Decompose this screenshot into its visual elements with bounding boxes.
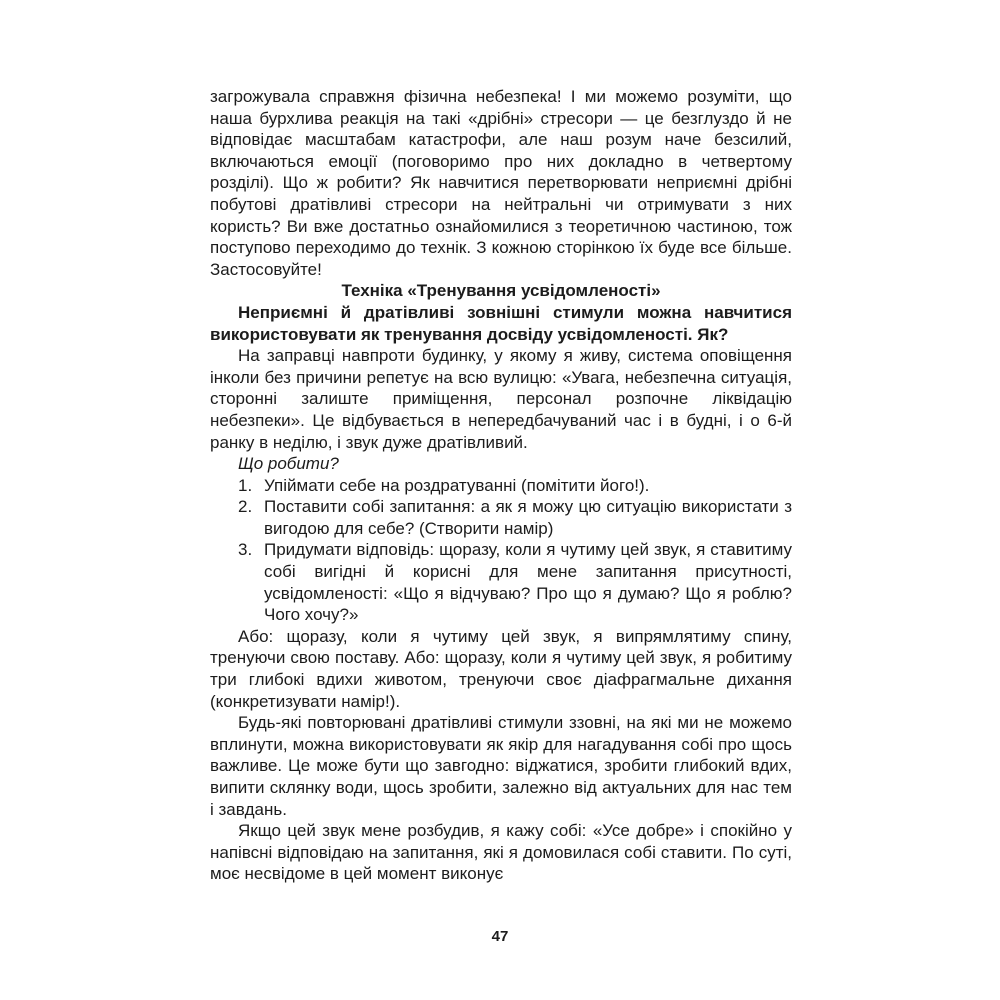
paragraph-gas-station: На заправці навпроти будинку, у якому я живу, система оповіщення інколи без причини репетує на всю вулицю: «Увага, небезпечна ситуація, сторонні залиште приміщення, персонал розпочне ліквідацію небезпеки». Це відбувається в непередбачуваний час і в будні, і о 6-й ранку в неділю, і звук дуже дратівливий. [210,346,792,452]
technique-heading: Техніка «Тренування усвідомленості» [341,281,661,301]
list-item [238,539,792,625]
paragraph-what-to-do: Що робити? [238,454,339,474]
paragraph-final: Якщо цей звук мене розбудив, я кажу собі: «Усе добре» і спокійно у напівсні відповідаю на запитання, які я домовилася собі ставити. По суті, моє несвідоме в цей момент виконує [210,821,792,884]
list-item-number: 2. [238,497,253,517]
paragraph-abo-examples: Або: щоразу, коли я чутиму цей звук, я випрямлятиму спину, тренуючи свою поставу. Або: щоразу, коли я чутиму цей звук, я робитиму три глибокі вдихи животом, тренуючи своє діафрагмальне дихання (конкретизувати намір!). [210,626,792,711]
list-item-number: 1. [238,475,253,495]
list-item [238,496,792,539]
paragraph-anchor: Будь-які повторювані дратівливі стимули ззовні, на які ми не можемо вплинути, можна використовувати як якір для нагадування собі про щось важливе. Це може бути що завгодно: віджатися, зробити глибокий вдих, випити склянку води, щось зробити, залежно від актуальних для нас тем і завдань. [210,713,792,819]
list-item [238,475,792,497]
list-item-number: 3. [238,540,253,560]
text-column [210,86,792,885]
list-item-text: Придумати відповідь: щоразу, коли я чутиму цей звук, я ставитиму собі вигідні й корисні для мене запитання присутності, усвідомленості: «Що я відчуваю? Про що я думаю? Що я роблю? Чого хочу?» [264,540,792,625]
page-number: 47 [491,928,509,945]
paragraph-bold-lead: Неприємні й дратівливі зовнішні стимули можна навчитися використовувати як тренування досвіду усвідомленості. Як? [210,302,792,344]
list-item-text: Поставити собі запитання: а як я можу цю ситуацію використати з вигодою для себе? (Створити намір) [264,497,792,538]
paragraph-intro: загрожувала справжня фізична небезпека! І ми можемо розуміти, що наша бурхлива реакція на такі «дрібні» стресори — це безглуздо й не відповідає масштабам катастрофи, але наш розум наче безсилий, включаються емоції (поговоримо про них докладно в четвертому розділі). Що ж робити? Як навчитися перетворювати неприємні дрібні побутові дратівливі стресори на нейтральні чи отримувати з них користь? Ви вже достатньо ознайомилися з теоретичною частиною, тож поступово переходимо до технік. З кожною сторінкою їх буде все більше. Застосовуйте! [210,87,792,279]
list-item-text: Упіймати себе на роздратуванні (помітити його!). [264,475,650,495]
steps-list [238,475,792,626]
